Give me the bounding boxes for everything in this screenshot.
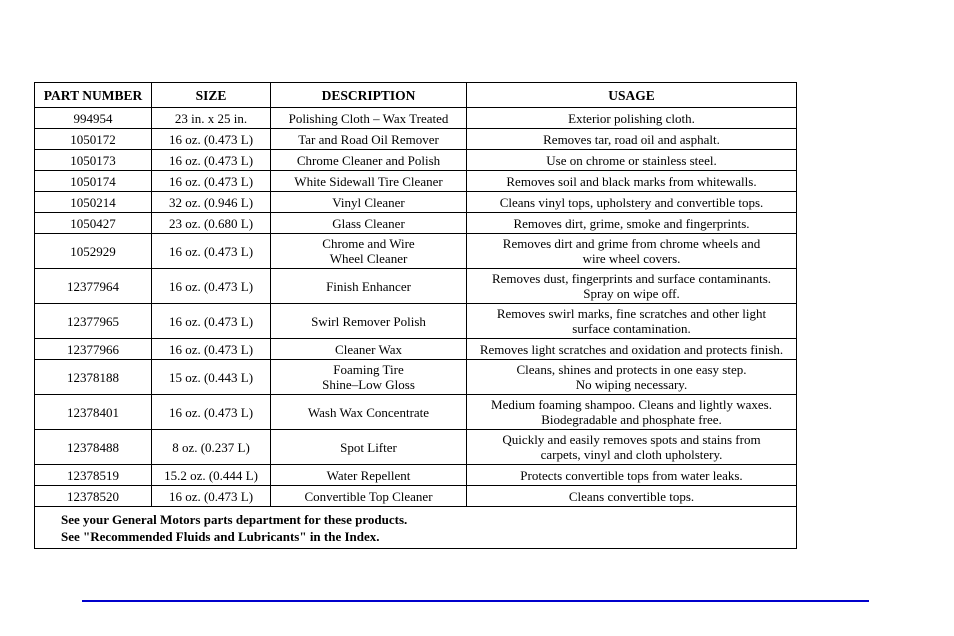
part-number-cell: 12378488 bbox=[35, 430, 152, 465]
usage-line: surface contamination. bbox=[572, 321, 691, 336]
description-line: Chrome Cleaner and Polish bbox=[296, 152, 441, 168]
size-cell: 16 oz. (0.473 L) bbox=[152, 234, 271, 269]
size-cell: 16 oz. (0.473 L) bbox=[152, 171, 271, 192]
description-cell bbox=[271, 192, 467, 213]
part-number-cell: 1050173 bbox=[35, 150, 152, 171]
usage-cell bbox=[467, 171, 797, 192]
usage-cell bbox=[467, 360, 797, 395]
table-row bbox=[35, 108, 797, 129]
description-line: Swirl Remover Polish bbox=[311, 313, 426, 329]
usage-line: Medium foaming shampoo. Cleans and lightly waxes. bbox=[491, 397, 772, 412]
size-cell: 16 oz. (0.473 L) bbox=[152, 395, 271, 430]
description-cell bbox=[271, 339, 467, 360]
usage-line: Removes dust, fingerprints and surface contaminants. bbox=[491, 271, 772, 286]
description-line: Glass Cleaner bbox=[332, 215, 405, 231]
header-usage: USAGE bbox=[467, 83, 797, 108]
description-line: Spot Lifter bbox=[340, 439, 397, 455]
table-body bbox=[35, 108, 797, 507]
usage-line: Removes dirt, grime, smoke and fingerprints. bbox=[513, 215, 750, 231]
table-row bbox=[35, 395, 797, 430]
size-cell: 16 oz. (0.473 L) bbox=[152, 339, 271, 360]
footer-line-2: See "Recommended Fluids and Lubricants" in the Index. bbox=[61, 528, 380, 544]
size-cell: 8 oz. (0.237 L) bbox=[152, 430, 271, 465]
size-cell: 16 oz. (0.473 L) bbox=[152, 129, 271, 150]
description-cell bbox=[271, 150, 467, 171]
footer-note bbox=[35, 507, 797, 549]
description-line: Shine–Low Gloss bbox=[322, 377, 415, 392]
usage-line: Removes light scratches and oxidation and protects finish. bbox=[479, 341, 784, 357]
description-line: Chrome and Wire bbox=[322, 236, 415, 251]
usage-cell bbox=[467, 430, 797, 465]
size-cell: 32 oz. (0.946 L) bbox=[152, 192, 271, 213]
part-number-cell: 12377966 bbox=[35, 339, 152, 360]
part-number-cell: 1050174 bbox=[35, 171, 152, 192]
usage-line: Spray on wipe off. bbox=[583, 286, 680, 301]
size-cell: 23 in. x 25 in. bbox=[152, 108, 271, 129]
description-line: Foaming Tire bbox=[333, 362, 404, 377]
table-row bbox=[35, 129, 797, 150]
part-number-cell: 1050427 bbox=[35, 213, 152, 234]
description-line: Wheel Cleaner bbox=[329, 251, 408, 266]
part-number-cell: 1050172 bbox=[35, 129, 152, 150]
usage-line: No wiping necessary. bbox=[575, 377, 688, 392]
usage-cell bbox=[467, 234, 797, 269]
part-number-cell: 994954 bbox=[35, 108, 152, 129]
usage-line: wire wheel covers. bbox=[582, 251, 681, 266]
description-line: White Sidewall Tire Cleaner bbox=[294, 173, 443, 189]
usage-cell bbox=[467, 129, 797, 150]
description-line: Tar and Road Oil Remover bbox=[298, 131, 439, 147]
usage-cell bbox=[467, 465, 797, 486]
usage-cell bbox=[467, 395, 797, 430]
usage-cell bbox=[467, 108, 797, 129]
description-cell bbox=[271, 465, 467, 486]
description-cell bbox=[271, 129, 467, 150]
table-row bbox=[35, 213, 797, 234]
usage-line: Cleans vinyl tops, upholstery and convertible tops. bbox=[499, 194, 764, 210]
part-number-cell: 1050214 bbox=[35, 192, 152, 213]
description-line: Water Repellent bbox=[326, 467, 411, 483]
part-number-cell: 1052929 bbox=[35, 234, 152, 269]
usage-cell bbox=[467, 150, 797, 171]
description-line: Finish Enhancer bbox=[326, 278, 411, 294]
usage-line: Exterior polishing cloth. bbox=[568, 110, 695, 126]
size-cell: 16 oz. (0.473 L) bbox=[152, 269, 271, 304]
table-row bbox=[35, 339, 797, 360]
usage-line: Cleans, shines and protects in one easy step. bbox=[516, 362, 747, 377]
part-number-cell: 12378519 bbox=[35, 465, 152, 486]
description-cell bbox=[271, 360, 467, 395]
table-row bbox=[35, 150, 797, 171]
part-number-cell: 12377964 bbox=[35, 269, 152, 304]
size-cell: 16 oz. (0.473 L) bbox=[152, 150, 271, 171]
header-size: SIZE bbox=[152, 83, 271, 108]
description-cell bbox=[271, 213, 467, 234]
size-cell: 16 oz. (0.473 L) bbox=[152, 486, 271, 507]
usage-line: Removes tar, road oil and asphalt. bbox=[543, 131, 720, 147]
usage-line: Cleans convertible tops. bbox=[568, 488, 695, 504]
footer-row bbox=[35, 507, 797, 549]
description-cell bbox=[271, 486, 467, 507]
description-cell bbox=[271, 171, 467, 192]
header-description: DESCRIPTION bbox=[271, 83, 467, 108]
bottom-rule bbox=[82, 600, 869, 602]
usage-line: Removes dirt and grime from chrome wheels and bbox=[502, 236, 761, 251]
table-row bbox=[35, 465, 797, 486]
part-number-cell: 12378401 bbox=[35, 395, 152, 430]
usage-cell bbox=[467, 192, 797, 213]
usage-line: Use on chrome or stainless steel. bbox=[546, 152, 717, 168]
header-row bbox=[35, 83, 797, 108]
description-cell bbox=[271, 304, 467, 339]
usage-line: Protects convertible tops from water leaks. bbox=[520, 467, 743, 483]
description-cell bbox=[271, 430, 467, 465]
usage-line: Quickly and easily removes spots and stains from bbox=[502, 432, 761, 447]
parts-table bbox=[34, 82, 797, 549]
size-cell: 15 oz. (0.443 L) bbox=[152, 360, 271, 395]
description-line: Wash Wax Concentrate bbox=[307, 404, 430, 420]
footer-line-1: See your General Motors parts department for these products. bbox=[61, 511, 408, 527]
table-row bbox=[35, 486, 797, 507]
usage-line: carpets, vinyl and cloth upholstery. bbox=[540, 447, 723, 462]
description-line: Convertible Top Cleaner bbox=[304, 488, 433, 504]
description-line: Vinyl Cleaner bbox=[332, 194, 405, 210]
size-cell: 23 oz. (0.680 L) bbox=[152, 213, 271, 234]
description-line: Cleaner Wax bbox=[335, 341, 402, 357]
table-row bbox=[35, 234, 797, 269]
description-cell bbox=[271, 234, 467, 269]
part-number-cell: 12378188 bbox=[35, 360, 152, 395]
usage-line: Removes soil and black marks from whitewalls. bbox=[506, 173, 757, 189]
description-line: Polishing Cloth – Wax Treated bbox=[288, 110, 449, 126]
table-row bbox=[35, 192, 797, 213]
description-cell bbox=[271, 269, 467, 304]
table-row bbox=[35, 171, 797, 192]
usage-cell bbox=[467, 213, 797, 234]
table-row bbox=[35, 304, 797, 339]
table-row bbox=[35, 360, 797, 395]
description-cell bbox=[271, 395, 467, 430]
description-cell bbox=[271, 108, 467, 129]
usage-line: Biodegradable and phosphate free. bbox=[541, 412, 722, 427]
size-cell: 16 oz. (0.473 L) bbox=[152, 304, 271, 339]
usage-cell bbox=[467, 486, 797, 507]
part-number-cell: 12378520 bbox=[35, 486, 152, 507]
size-cell: 15.2 oz. (0.444 L) bbox=[152, 465, 271, 486]
usage-cell bbox=[467, 269, 797, 304]
usage-cell bbox=[467, 339, 797, 360]
part-number-cell: 12377965 bbox=[35, 304, 152, 339]
table-row bbox=[35, 269, 797, 304]
table-row bbox=[35, 430, 797, 465]
header-part-number: PART NUMBER bbox=[35, 83, 152, 108]
usage-cell bbox=[467, 304, 797, 339]
usage-line: Removes swirl marks, fine scratches and other light bbox=[496, 306, 767, 321]
